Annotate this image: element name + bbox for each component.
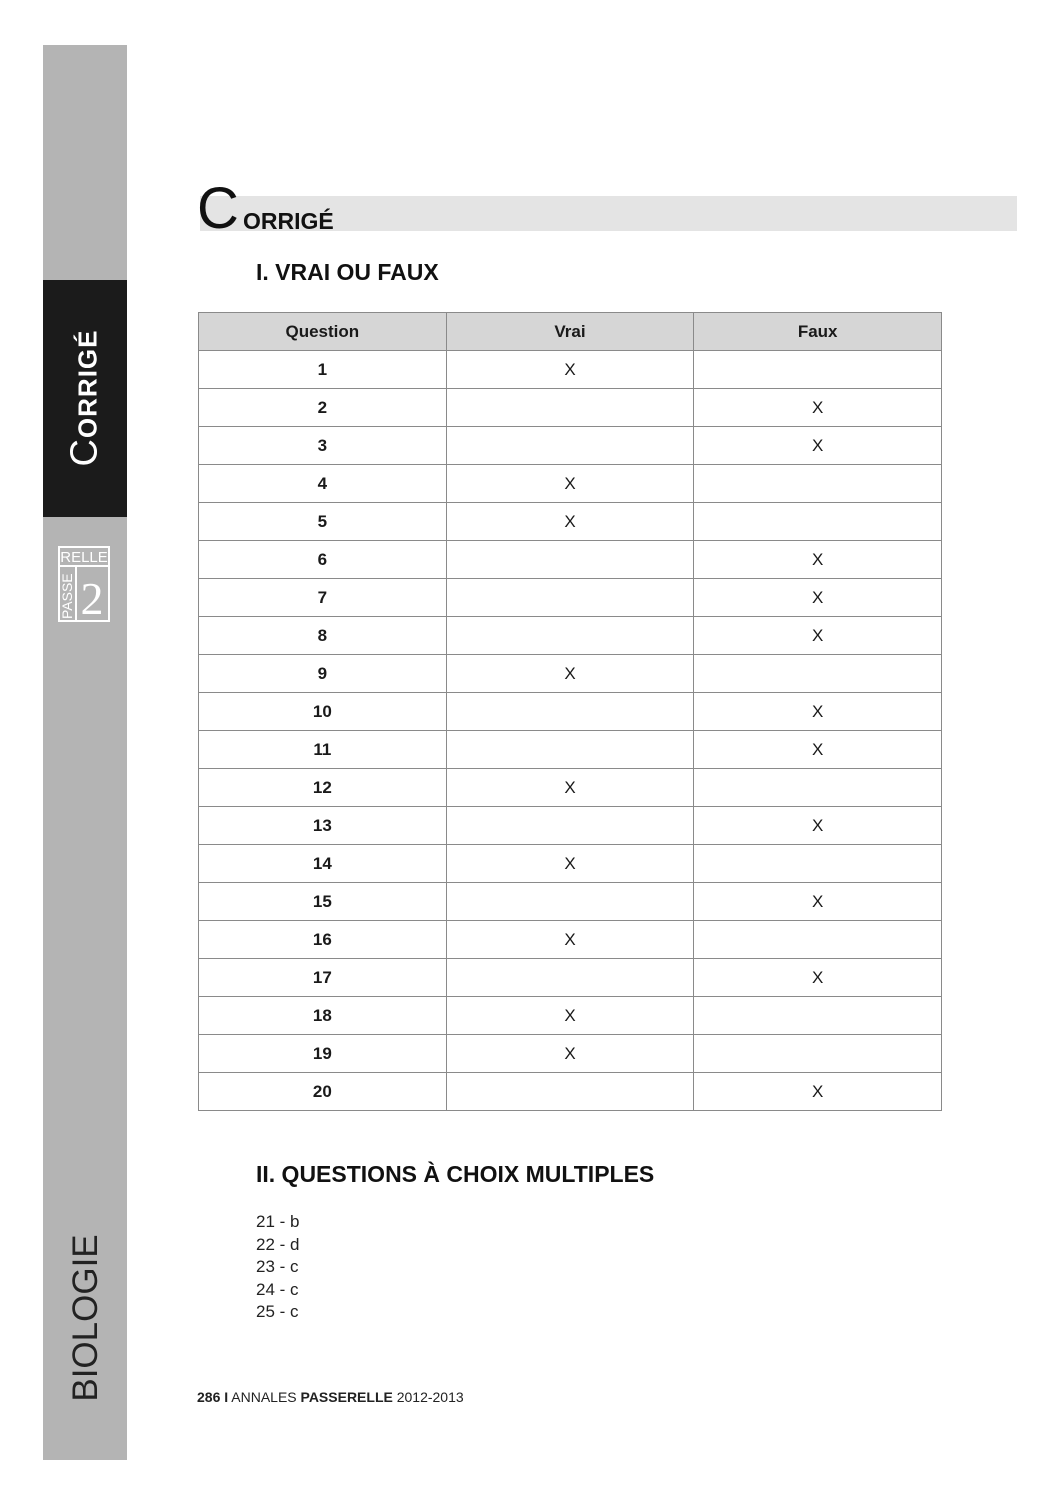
table-row [199,769,942,807]
list-item: 25 - c [256,1302,299,1321]
question-cell: 17 [199,959,447,997]
vrai-cell [446,427,694,465]
question-cell: 8 [199,617,447,655]
vrai-cell: X [446,921,694,959]
svg-text:2: 2 [80,573,104,622]
table-row [199,883,942,921]
footer-brand: PASSERELLE [300,1389,393,1405]
faux-cell: X [694,693,942,731]
question-cell: 15 [199,883,447,921]
vrai-cell [446,1073,694,1111]
table-row [199,731,942,769]
vrai-cell: X [446,997,694,1035]
vrai-cell [446,541,694,579]
faux-cell: X [694,579,942,617]
qcm-answer-list [256,1211,299,1324]
faux-cell [694,845,942,883]
question-cell: 18 [199,997,447,1035]
table-row [199,1035,942,1073]
faux-cell: X [694,883,942,921]
subject-label: BIOLOGIE [66,1234,105,1402]
question-cell: 9 [199,655,447,693]
vrai-cell [446,617,694,655]
faux-cell: X [694,617,942,655]
page-number: 286 I [197,1389,229,1405]
vrai-cell: X [446,769,694,807]
passerelle-logo [58,546,110,622]
list-item: 22 - d [256,1234,300,1254]
vrai-cell [446,389,694,427]
side-section-label: CORRIGÉ [63,329,106,467]
page-footer [197,1389,464,1405]
question-cell: 5 [199,503,447,541]
table-row [199,503,942,541]
question-cell: 13 [199,807,447,845]
faux-cell: X [694,731,942,769]
question-cell: 7 [199,579,447,617]
faux-cell [694,997,942,1035]
answers-table [198,312,942,1111]
faux-cell [694,921,942,959]
vrai-cell [446,693,694,731]
vrai-cell: X [446,1035,694,1073]
table-row [199,617,942,655]
column-header-question: Question [199,313,447,351]
svg-text:PASSE: PASSE [59,573,75,619]
question-cell: 3 [199,427,447,465]
footer-annales: ANNALES [231,1389,297,1405]
vrai-cell [446,883,694,921]
column-header-vrai: Vrai [446,313,694,351]
question-cell: 16 [199,921,447,959]
vrai-cell: X [446,503,694,541]
vrai-cell [446,731,694,769]
footer-years: 2012-2013 [396,1389,464,1405]
vrai-cell [446,959,694,997]
vrai-cell [446,579,694,617]
table-header-row [199,313,942,351]
table-row [199,693,942,731]
question-cell: 6 [199,541,447,579]
table-row [199,921,942,959]
faux-cell [694,1035,942,1073]
faux-cell: X [694,389,942,427]
list-item: 21 - b [256,1212,300,1231]
list-item: 23 - c [256,1257,299,1276]
question-cell: 2 [199,389,447,427]
table-row [199,579,942,617]
faux-cell: X [694,807,942,845]
faux-cell: X [694,427,942,465]
question-cell: 19 [199,1035,447,1073]
svg-text:RELLE: RELLE [60,549,108,566]
table-row [199,465,942,503]
faux-cell [694,465,942,503]
faux-cell: X [694,1073,942,1111]
question-cell: 20 [199,1073,447,1111]
table-row [199,845,942,883]
table-row [199,427,942,465]
table-row [199,389,942,427]
question-cell: 14 [199,845,447,883]
table-row [199,351,942,389]
faux-cell: X [694,541,942,579]
table-row [199,541,942,579]
list-item: 24 - c [256,1279,299,1299]
faux-cell [694,769,942,807]
section-title-qcm: II. QUESTIONS À CHOIX MULTIPLES [256,1161,655,1187]
question-cell: 11 [199,731,447,769]
vrai-cell: X [446,845,694,883]
section-title-vrai-faux: I. VRAI OU FAUX [256,259,439,285]
faux-cell [694,351,942,389]
vrai-cell: X [446,655,694,693]
question-cell: 1 [199,351,447,389]
table-row [199,807,942,845]
faux-cell [694,655,942,693]
table-row [199,997,942,1035]
table-row [199,959,942,997]
question-cell: 12 [199,769,447,807]
vrai-cell: X [446,351,694,389]
vrai-cell: X [446,465,694,503]
faux-cell [694,503,942,541]
question-cell: 10 [199,693,447,731]
faux-cell: X [694,959,942,997]
table-row [199,1073,942,1111]
table-row [199,655,942,693]
question-cell: 4 [199,465,447,503]
column-header-faux: Faux [694,313,942,351]
vrai-cell [446,807,694,845]
